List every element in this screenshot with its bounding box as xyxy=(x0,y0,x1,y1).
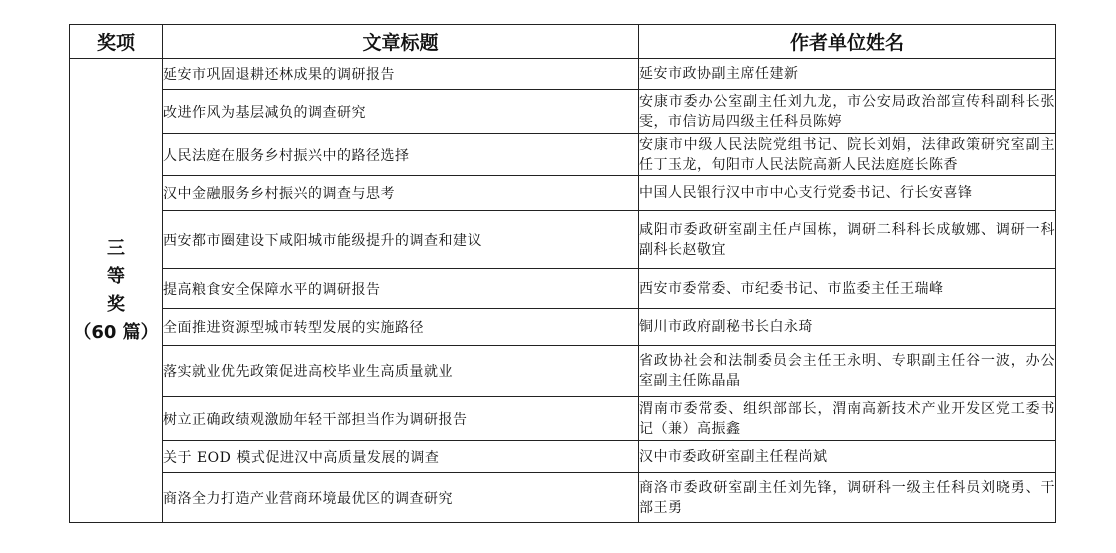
author-info: 延安市政协副主席任建新 xyxy=(639,59,1056,90)
article-title: 改进作风为基层减负的调查研究 xyxy=(163,90,639,134)
article-title: 延安市巩固退耕还林成果的调研报告 xyxy=(163,59,639,90)
article-title: 人民法庭在服务乡村振兴中的路径选择 xyxy=(163,134,639,176)
table-row xyxy=(70,59,1056,90)
article-title: 汉中金融服务乡村振兴的调查与思考 xyxy=(163,176,639,211)
table-header-row xyxy=(70,25,1056,59)
article-title: 落实就业优先政策促进高校毕业生高质量就业 xyxy=(163,346,639,397)
prize-level-char: 奖 xyxy=(107,293,125,315)
table-row xyxy=(70,441,1056,473)
author-info: 汉中市委政研室副主任程尚斌 xyxy=(639,441,1056,473)
article-title: 全面推进资源型城市转型发展的实施路径 xyxy=(163,309,639,346)
author-info: 安康市委办公室副主任刘九龙，市公安局政治部宣传科副科长张雯，市信访局四级主任科员陈婷 xyxy=(639,90,1056,134)
author-info: 商洛市委政研室副主任刘先锋，调研科一级主任科员刘晓勇、干部王勇 xyxy=(639,473,1056,523)
table-row xyxy=(70,211,1056,269)
table-row xyxy=(70,397,1056,441)
author-info: 中国人民银行汉中市中心支行党委书记、行长安喜锋 xyxy=(639,176,1056,211)
author-info: 渭南市委常委、组织部部长，渭南高新技术产业开发区党工委书记（兼）高振鑫 xyxy=(639,397,1056,441)
article-title: 提高粮食安全保障水平的调研报告 xyxy=(163,269,639,309)
table-row xyxy=(70,346,1056,397)
prize-cell xyxy=(70,59,163,523)
table-row xyxy=(70,90,1056,134)
author-info: 安康市中级人民法院党组书记、院长刘娟，法律政策研究室副主任丁玉龙，旬阳市人民法院高新人民法庭庭长陈香 xyxy=(639,134,1056,176)
awards-table xyxy=(69,24,1056,523)
article-title: 树立正确政绩观激励年轻干部担当作为调研报告 xyxy=(163,397,639,441)
header-title: 文章标题 xyxy=(163,25,639,59)
table-row xyxy=(70,309,1056,346)
header-author: 作者单位姓名 xyxy=(639,25,1056,59)
table-row xyxy=(70,473,1056,523)
table-row xyxy=(70,176,1056,211)
author-info: 省政协社会和法制委员会主任王永明、专职副主任谷一波，办公室副主任陈晶晶 xyxy=(639,346,1056,397)
prize-count: （60 篇） xyxy=(73,321,159,343)
prize-level-char: 等 xyxy=(107,265,125,287)
article-title: 商洛全力打造产业营商环境最优区的调查研究 xyxy=(163,473,639,523)
article-title: 关于 EOD 模式促进汉中高质量发展的调查 xyxy=(163,441,639,473)
table-row xyxy=(70,269,1056,309)
article-title: 西安都市圈建设下咸阳城市能级提升的调查和建议 xyxy=(163,211,639,269)
author-info: 西安市委常委、市纪委书记、市监委主任王瑞峰 xyxy=(639,269,1056,309)
header-award: 奖项 xyxy=(70,25,163,59)
prize-level-char: 三 xyxy=(107,237,125,259)
author-info: 铜川市政府副秘书长白永琦 xyxy=(639,309,1056,346)
author-info: 咸阳市委政研室副主任卢国栋，调研二科科长成敏娜、调研一科副科长赵敬宜 xyxy=(639,211,1056,269)
table-row xyxy=(70,134,1056,176)
